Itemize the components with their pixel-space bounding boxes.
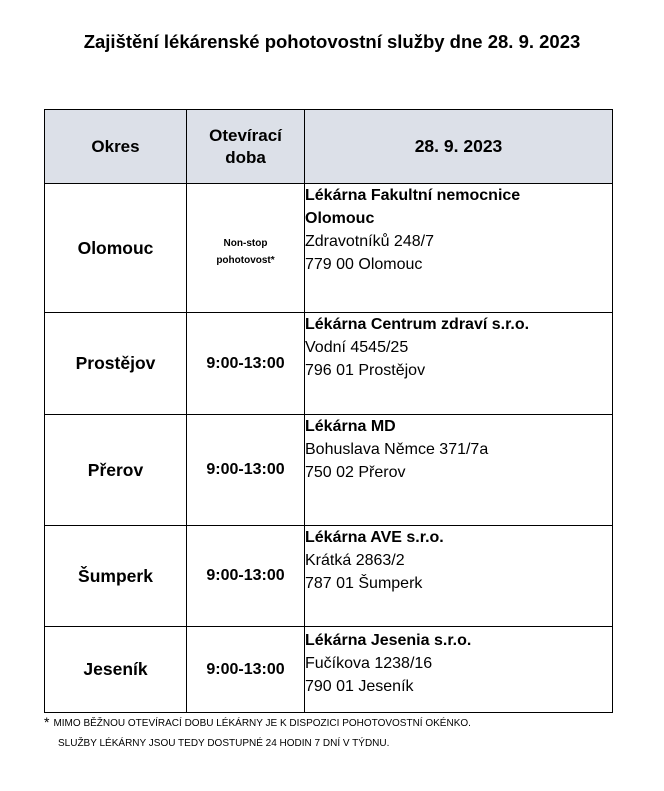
hours-cell: 9:00-13:00 [187, 313, 305, 415]
pharmacy-name-line1: Lékárna Fakultní nemocnice [305, 187, 521, 204]
pharmacy-schedule-table [44, 109, 613, 713]
footnote [44, 712, 471, 754]
pharmacy-name: Lékárna MD [305, 418, 396, 435]
table-row [45, 526, 613, 627]
district-cell: Jeseník [45, 627, 187, 713]
hours-nonstop-line1: Non-stop [223, 238, 268, 249]
pharmacy-cell [305, 627, 613, 713]
table-row [45, 184, 613, 313]
header-opening-hours-line1: Otevírací [209, 125, 282, 145]
pharmacy-city: 796 01 Prostějov [305, 362, 426, 379]
header-opening-hours [187, 110, 305, 184]
page-title: Zajištění lékárenské pohotovostní služby dne 28. 9. 2023 [83, 31, 581, 52]
footnote-marker: * [44, 714, 50, 730]
hours-cell [187, 184, 305, 313]
hours-cell: 9:00-13:00 [187, 526, 305, 627]
pharmacy-street: Krátká 2863/2 [305, 552, 405, 569]
hours-cell: 9:00-13:00 [187, 415, 305, 526]
pharmacy-street: Zdravotníků 248/7 [305, 233, 434, 250]
pharmacy-city: 787 01 Šumperk [305, 575, 423, 592]
pharmacy-street: Fučíkova 1238/16 [305, 655, 433, 672]
district-cell: Olomouc [45, 184, 187, 313]
hours-cell: 9:00-13:00 [187, 627, 305, 713]
header-district: Okres [45, 110, 187, 184]
pharmacy-cell [305, 184, 613, 313]
pharmacy-street: Bohuslava Němce 371/7a [305, 441, 489, 458]
footnote-line2: SLUŽBY LÉKÁRNY JSOU TEDY DOSTUPNÉ 24 HODIN 7 DNÍ V TÝDNU. [58, 738, 390, 749]
table-row [45, 627, 613, 713]
footnote-line1: MIMO BĚŽNOU OTEVÍRACÍ DOBU LÉKÁRNY JE K DISPOZICI POHOTOVOSTNÍ OKÉNKO. [53, 718, 471, 729]
pharmacy-name: Lékárna Centrum zdraví s.r.o. [305, 316, 530, 333]
district-cell: Šumperk [45, 526, 187, 627]
table-row [45, 415, 613, 526]
district-cell: Prostějov [45, 313, 187, 415]
pharmacy-name: Lékárna AVE s.r.o. [305, 529, 444, 546]
table-header-row [45, 110, 613, 184]
table-row [45, 313, 613, 415]
pharmacy-city: 790 01 Jeseník [305, 678, 414, 695]
pharmacy-cell [305, 313, 613, 415]
header-opening-hours-line2: doba [225, 147, 266, 167]
header-date: 28. 9. 2023 [305, 110, 613, 184]
pharmacy-cell [305, 526, 613, 627]
pharmacy-name-line2: Olomouc [305, 210, 375, 227]
pharmacy-street: Vodní 4545/25 [305, 339, 409, 356]
district-cell: Přerov [45, 415, 187, 526]
pharmacy-city: 779 00 Olomouc [305, 256, 423, 273]
pharmacy-name: Lékárna Jesenia s.r.o. [305, 632, 472, 649]
pharmacy-city: 750 02 Přerov [305, 464, 406, 481]
pharmacy-cell [305, 415, 613, 526]
hours-nonstop-line2: pohotovost* [216, 255, 275, 266]
